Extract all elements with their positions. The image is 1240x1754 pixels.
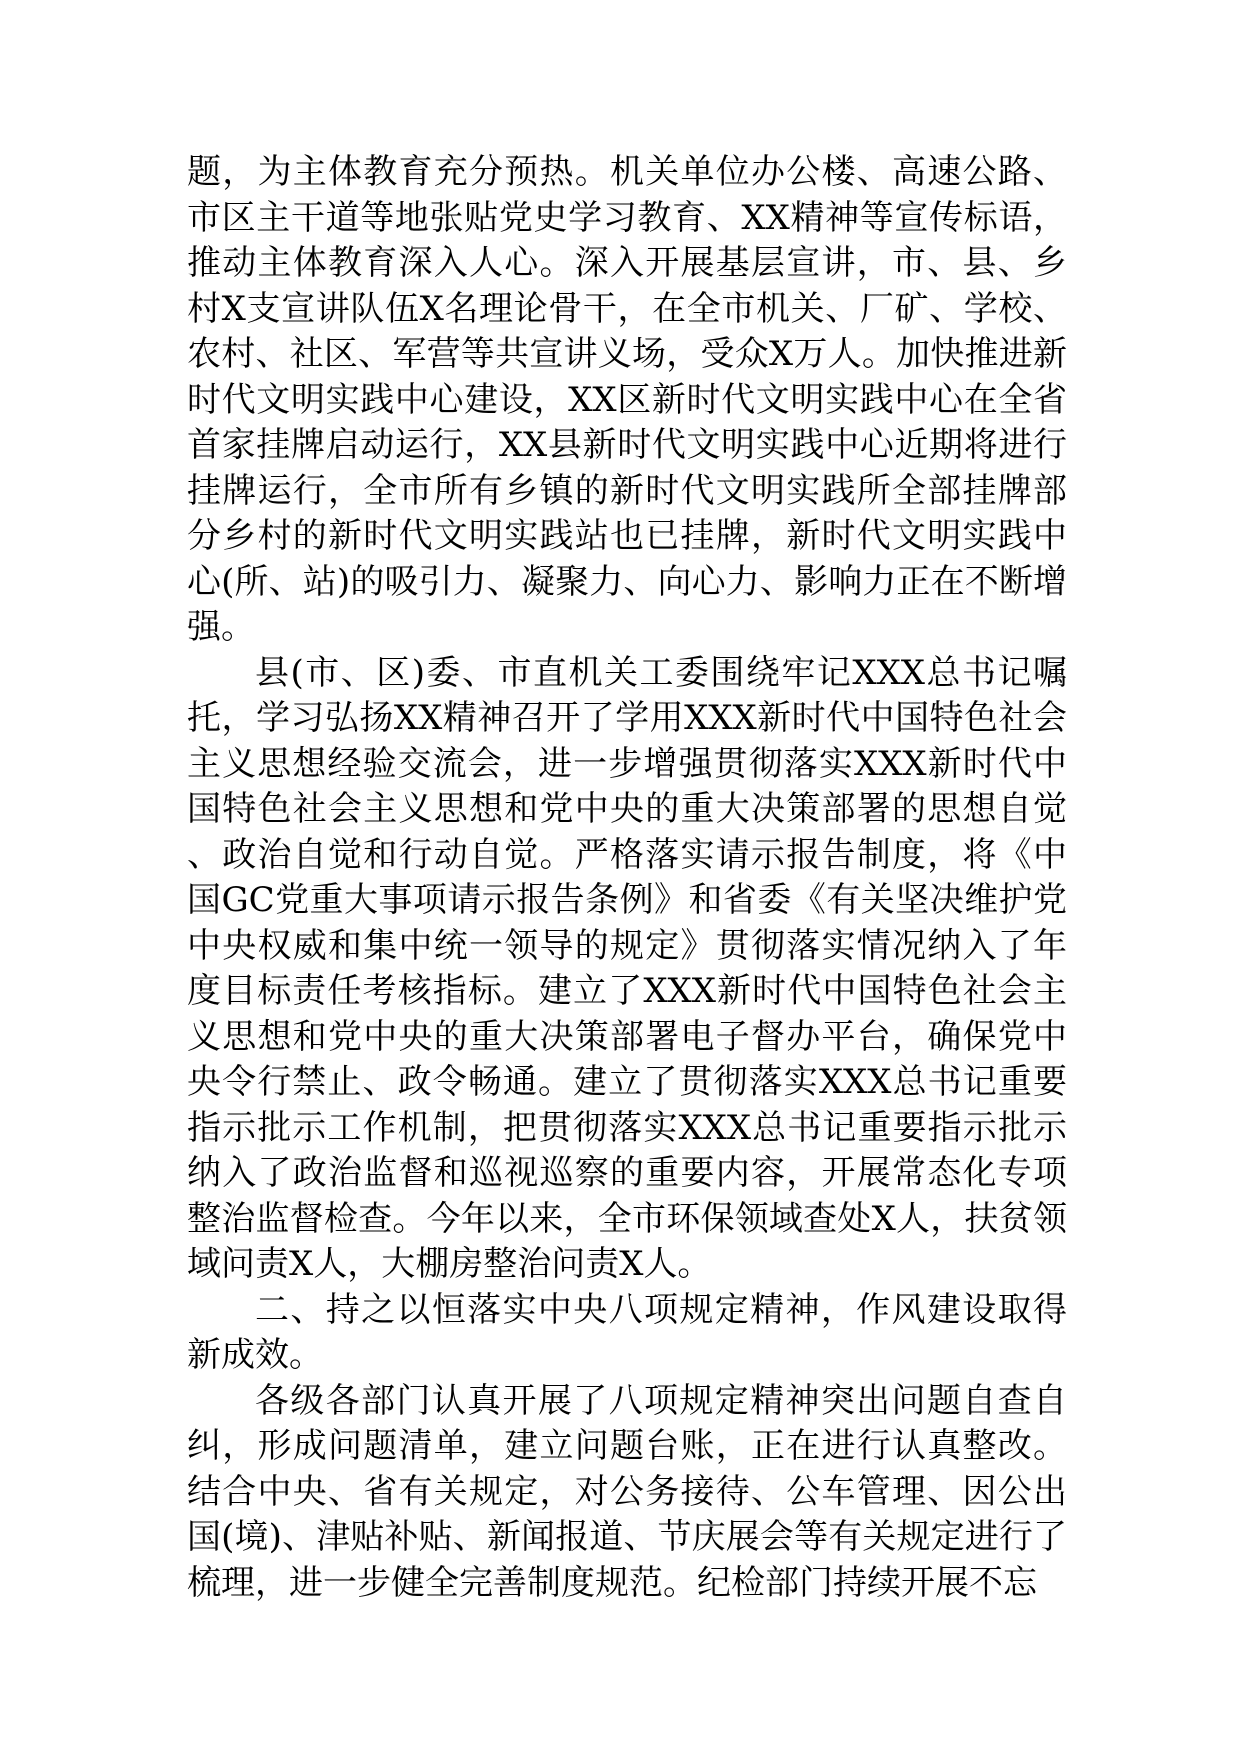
paragraph-3: 各级各部门认真开展了八项规定精神突出问题自查自纠，形成问题清单，建立问题台账，正在进行认真整改。结合中央、省有关规定，对公务接待、公车管理、因公出国(境)、津贴补贴、新闻报道、节庆展会等有关规定进行了梳理，进一步健全完善制度规范。纪检部门持续开展不忘 [187,1380,1067,1603]
paragraph-1-continuation: 题，为主体教育充分预热。机关单位办公楼、高速公路、市区主干道等地张贴党史学习教育、XX精神等宣传标语，推动主体教育深入人心。深入开展基层宣讲，市、县、乡村X支宣讲队伍X名理论骨干，在全市机关、厂矿、学校、农村、社区、军营等共宣讲义场，受众X万人。加快推进新时代文明实践中心建设，XX区新时代文明实践中心在全省首家挂牌启动运行，XX县新时代文明实践中心近期将进行挂牌运行，全市所有乡镇的新时代文明实践所全部挂牌部分乡村的新时代文明实践站也已挂牌，新时代文明实践中心(所、站)的吸引力、凝聚力、向心力、影响力正在不断增强。 [187,152,1067,647]
section-heading-2: 二、持之以恒落实中央八项规定精神，作风建设取得新成效。 [187,1289,1067,1375]
document-body [187,150,1067,1606]
paragraph-2: 县(市、区)委、市直机关工委围绕牢记XXX总书记嘱托，学习弘扬XX精神召开了学用XXX新时代中国特色社会主义思想经验交流会，进一步增强贯彻落实XXX新时代中国特色社会主义思想和党中央的重大决策部署的思想自觉、政治自觉和行动自觉。严格落实请示报告制度，将《中国GC党重大事项请示报告条例》和省委《有关坚决维护党中央权威和集中统一领导的规定》贯彻落实情况纳入了年度目标责任考核指标。建立了XXX新时代中国特色社会主义思想和党中央的重大决策部署电子督办平台，确保党中央令行禁止、政令畅通。建立了贯彻落实XXX总书记重要指示批示工作机制，把贯彻落实XXX总书记重要指示批示纳入了政治监督和巡视巡察的重要内容，开展常态化专项整治监督检查。今年以来，全市环保领域查处X人，扶贫领域问责X人，大棚房整治问责X人。 [187,652,1067,1284]
